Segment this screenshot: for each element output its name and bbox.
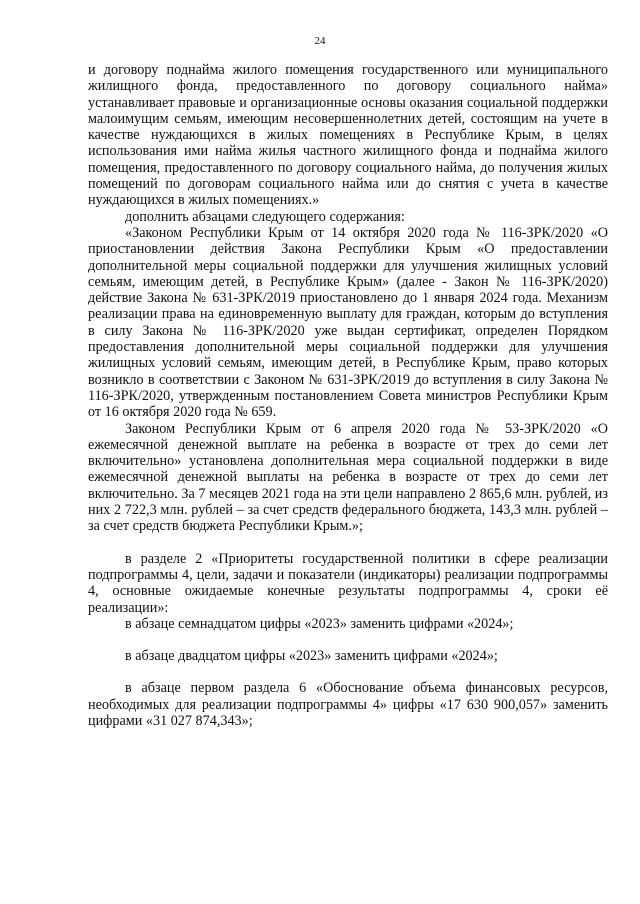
paragraph-17th-clause: в абзаце семнадцатом цифры «2023» заменить цифрами «2024»; (125, 615, 514, 632)
document-body (88, 62, 608, 729)
paragraph-add-clauses: дополнить абзацами следующего содержания: (125, 208, 405, 225)
paragraph-20th-clause: в абзаце двадцатом цифры «2023» заменить цифрами «2024»; (125, 648, 498, 665)
paragraph-law-53: Законом Республики Крым от 6 апреля 2020 года № 53-ЗРК/2020 «О ежемесячной денежной выплате на ребенка в возрасте от трех до семи лет включительно» установлена дополнительная мера социальной поддержки в виде ежемесячной денежной выплаты на ребенка в возрасте от трех до семи лет включительно. За 7 месяцев 2021 года на эти цели направлено 2 865,6 млн. рублей, из них 2 722,3 млн. рублей – за счет средств федерального бюджета, 143,3 млн. рублей – за счет средств бюджета Республики Крым.»; (88, 420, 608, 535)
page-number: 24 (314, 35, 326, 47)
paragraph-law-116: «Законом Республики Крым от 14 октября 2020 года № 116-ЗРК/2020 «О приостановлении действия Закона Республики Крым «О предоставлении дополнительной меры социальной поддержки для улучшения жилищных условий семьям, имеющим детей, в Республике Крым» (далее - Закон № 116-ЗРК/2020) действие Закона № 631-ЗРК/2019 приостановлено до 1 января 2024 года. Механизм реализации права на единовременную выплату для граждан, которым до вступления в силу Закона № 116-ЗРК/2020 уже выдан сертификат, определен Порядком предоставления дополнительной меры социальной поддержки для улучшения жилищных условий семьям, имеющим детей, в Республике Крым, право которых возникло в соответствии с Законом № 631-ЗРК/2019 до вступления в силу Закона № 116-ЗРК/2020, утвержденным постановлением Совета министров Республики Крым от 16 октября 2020 года № 659. (88, 224, 608, 421)
paragraph-section-2: в разделе 2 «Приоритеты государственной политики в сфере реализации подпрограммы 4, цели, задачи и показатели (индикаторы) реализации подпрограммы 4, основные ожидаемые конечные результаты подпрограммы 4, сроки её реализации»: (88, 550, 608, 616)
paragraph-section-6: в абзаце первом раздела 6 «Обоснование объема финансовых ресурсов, необходимых для реализации подпрограммы 4» цифры «17 630 900,057» заменить цифрами «31 027 874,343»; (88, 680, 608, 729)
paragraph-continuation: и договору поднайма жилого помещения государственного или муниципального жилищного фонда, предоставленного по договору социального найма» устанавливает правовые и организационные основы оказания социальной поддержки малоимущим семьям, имеющим несовершеннолетних детей, состоящим на учете в качестве нуждающихся в жилых помещениях в Республике Крым, в целях использования ими найма жилья частного жилищного фонда и поднайма жилого помещения, предоставленного по договору социального найма, до получения жилых помещений по договорам социального найма или до снятия с учета в качестве нуждающихся в жилых помещениях.» (88, 62, 608, 209)
